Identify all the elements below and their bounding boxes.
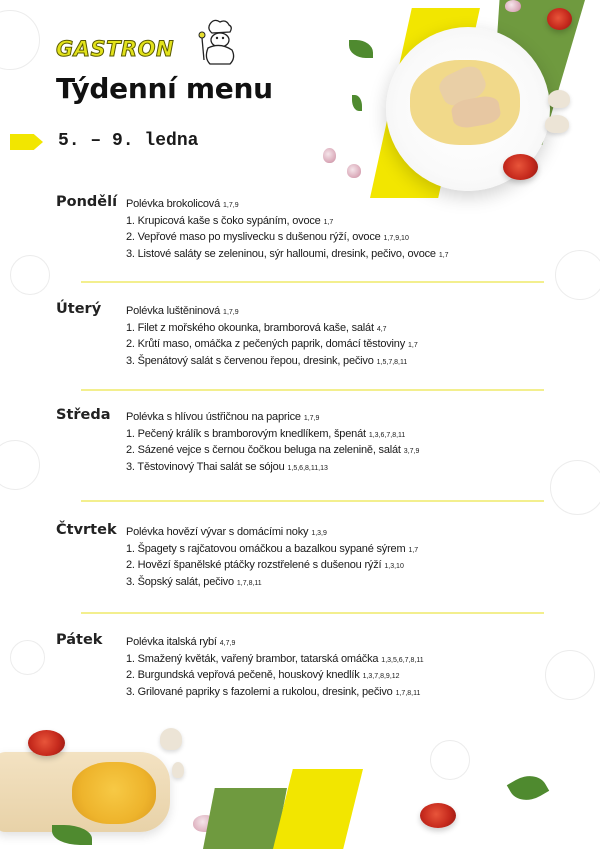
background-doodle bbox=[10, 255, 50, 295]
garlic-icon bbox=[347, 164, 361, 178]
background-doodle bbox=[0, 10, 40, 70]
dish-item: 1. Filet z mořského okounka, bramborová kaše, salát 4,7 bbox=[126, 321, 387, 334]
mushroom-icon bbox=[172, 762, 184, 778]
tomato-icon bbox=[28, 730, 65, 756]
allergens: 1,7 bbox=[408, 546, 419, 554]
garlic-icon bbox=[505, 0, 521, 12]
mushroom-icon bbox=[548, 90, 570, 108]
separator-line bbox=[81, 500, 544, 502]
allergens: 4,7 bbox=[376, 325, 387, 333]
separator-line bbox=[81, 612, 544, 614]
yellow-stripe-bottom bbox=[273, 769, 363, 849]
page-title: Týdenní menu bbox=[56, 72, 273, 105]
day-name: Středa bbox=[56, 407, 111, 423]
dish-item: 2. Hovězí španělské ptáčky rozstřelené s dušenou rýží 1,3,10 bbox=[126, 559, 404, 571]
background-doodle bbox=[550, 460, 600, 515]
mushroom-icon bbox=[160, 728, 182, 750]
soup-item: Polévka hovězí vývar s domácími noky 1,3,9 bbox=[126, 526, 327, 538]
allergens: 1,7,9 bbox=[223, 202, 239, 209]
arrow-right-icon bbox=[10, 134, 43, 150]
background-doodle bbox=[10, 640, 45, 675]
allergens: 1,7 bbox=[323, 218, 334, 226]
separator-line bbox=[81, 389, 544, 391]
allergens: 1,3,9 bbox=[311, 530, 327, 537]
allergens: 1,7,9,10 bbox=[383, 235, 409, 242]
tomato-icon bbox=[503, 154, 538, 180]
allergens: 1,3,5,6,7,8,11 bbox=[381, 656, 424, 664]
allergens: 1,5,6,8,11,13 bbox=[287, 464, 328, 472]
dish-item: 1. Krupicová kaše s čoko sypáním, ovoce 1,7 bbox=[126, 214, 334, 227]
basil-leaf-icon bbox=[352, 95, 362, 111]
allergens: 1,7,8,11 bbox=[236, 579, 262, 587]
dish-item: 2. Sázené vejce s černou čočkou beluga na zelenině, salát 3,7,9 bbox=[126, 444, 420, 456]
allergens: 4,7,9 bbox=[219, 640, 236, 647]
soup-item: Polévka brokolicová 1,7,9 bbox=[126, 198, 239, 210]
mushroom-icon bbox=[545, 115, 569, 133]
day-name: Úterý bbox=[56, 301, 102, 317]
dish-item: 2. Burgundská vepřová pečeně, houskový knedlík 1,3,7,8,9,12 bbox=[126, 669, 400, 681]
allergens: 1,7,9 bbox=[303, 415, 320, 422]
soup-item: Polévka s hlívou ústřičnou na paprice 1,7,9 bbox=[126, 411, 320, 423]
tomato-icon bbox=[547, 8, 572, 30]
basil-leaf-icon bbox=[507, 768, 549, 808]
separator-line bbox=[81, 281, 544, 283]
green-stripe-bottom bbox=[203, 788, 287, 849]
dish-item: 3. Listové saláty se zeleninou, sýr halloumi, dresink, pečivo, ovoce 1,7 bbox=[126, 247, 449, 260]
soup-item: Polévka italská rybí 4,7,9 bbox=[126, 636, 236, 648]
allergens: 1,3,10 bbox=[384, 563, 404, 570]
dish-item: 1. Smažený květák, vařený brambor, tatarská omáčka 1,3,5,6,7,8,11 bbox=[126, 652, 424, 665]
allergens: 1,7 bbox=[438, 251, 449, 259]
pasta-food bbox=[72, 762, 156, 824]
tomato-icon bbox=[420, 803, 456, 828]
allergens: 1,5,7,8,11 bbox=[376, 358, 408, 366]
garlic-icon bbox=[323, 148, 336, 163]
brand-logo: GASTRON bbox=[56, 37, 175, 61]
dish-item: 3. Grilované papriky s fazolemi a rukolou, dresink, pečivo 1,7,8,11 bbox=[126, 685, 421, 698]
day-name: Čtvrtek bbox=[56, 522, 117, 538]
allergens: 1,3,6,7,8,11 bbox=[368, 431, 406, 439]
dish-item: 1. Pečený králík s bramborovým knedlíkem, špenát 1,3,6,7,8,11 bbox=[126, 427, 406, 440]
date-range: 5. – 9. ledna bbox=[58, 131, 199, 151]
basil-leaf-icon bbox=[349, 40, 373, 58]
dish-item: 3. Těstovinový Thai salát se sójou 1,5,6,8,11,13 bbox=[126, 460, 328, 473]
dish-item: 2. Krůtí maso, omáčka z pečených paprik, domácí těstoviny 1,7 bbox=[126, 338, 418, 350]
allergens: 1,3,7,8,9,12 bbox=[362, 673, 400, 680]
background-doodle bbox=[545, 650, 595, 700]
allergens: 1,7,9 bbox=[223, 309, 239, 316]
background-doodle bbox=[0, 440, 40, 490]
dish-item: 2. Vepřové maso po myslivecku s dušenou rýží, ovoce 1,7,9,10 bbox=[126, 231, 409, 243]
allergens: 3,7,9 bbox=[403, 448, 420, 455]
day-name: Pátek bbox=[56, 632, 103, 648]
background-doodle bbox=[555, 250, 600, 300]
dish-item: 3. Šopský salát, pečivo 1,7,8,11 bbox=[126, 575, 262, 588]
day-name: Pondělí bbox=[56, 194, 118, 210]
dish-item: 1. Špagety s rajčatovou omáčkou a bazalkou sypané sýrem 1,7 bbox=[126, 542, 419, 555]
allergens: 1,7 bbox=[408, 342, 418, 349]
allergens: 1,7,8,11 bbox=[395, 689, 421, 697]
soup-item: Polévka luštěninová 1,7,9 bbox=[126, 305, 239, 317]
dish-item: 3. Špenátový salát s červenou řepou, dresink, pečivo 1,5,7,8,11 bbox=[126, 354, 408, 367]
background-doodle bbox=[430, 740, 470, 780]
chef-mascot-icon bbox=[196, 18, 238, 66]
